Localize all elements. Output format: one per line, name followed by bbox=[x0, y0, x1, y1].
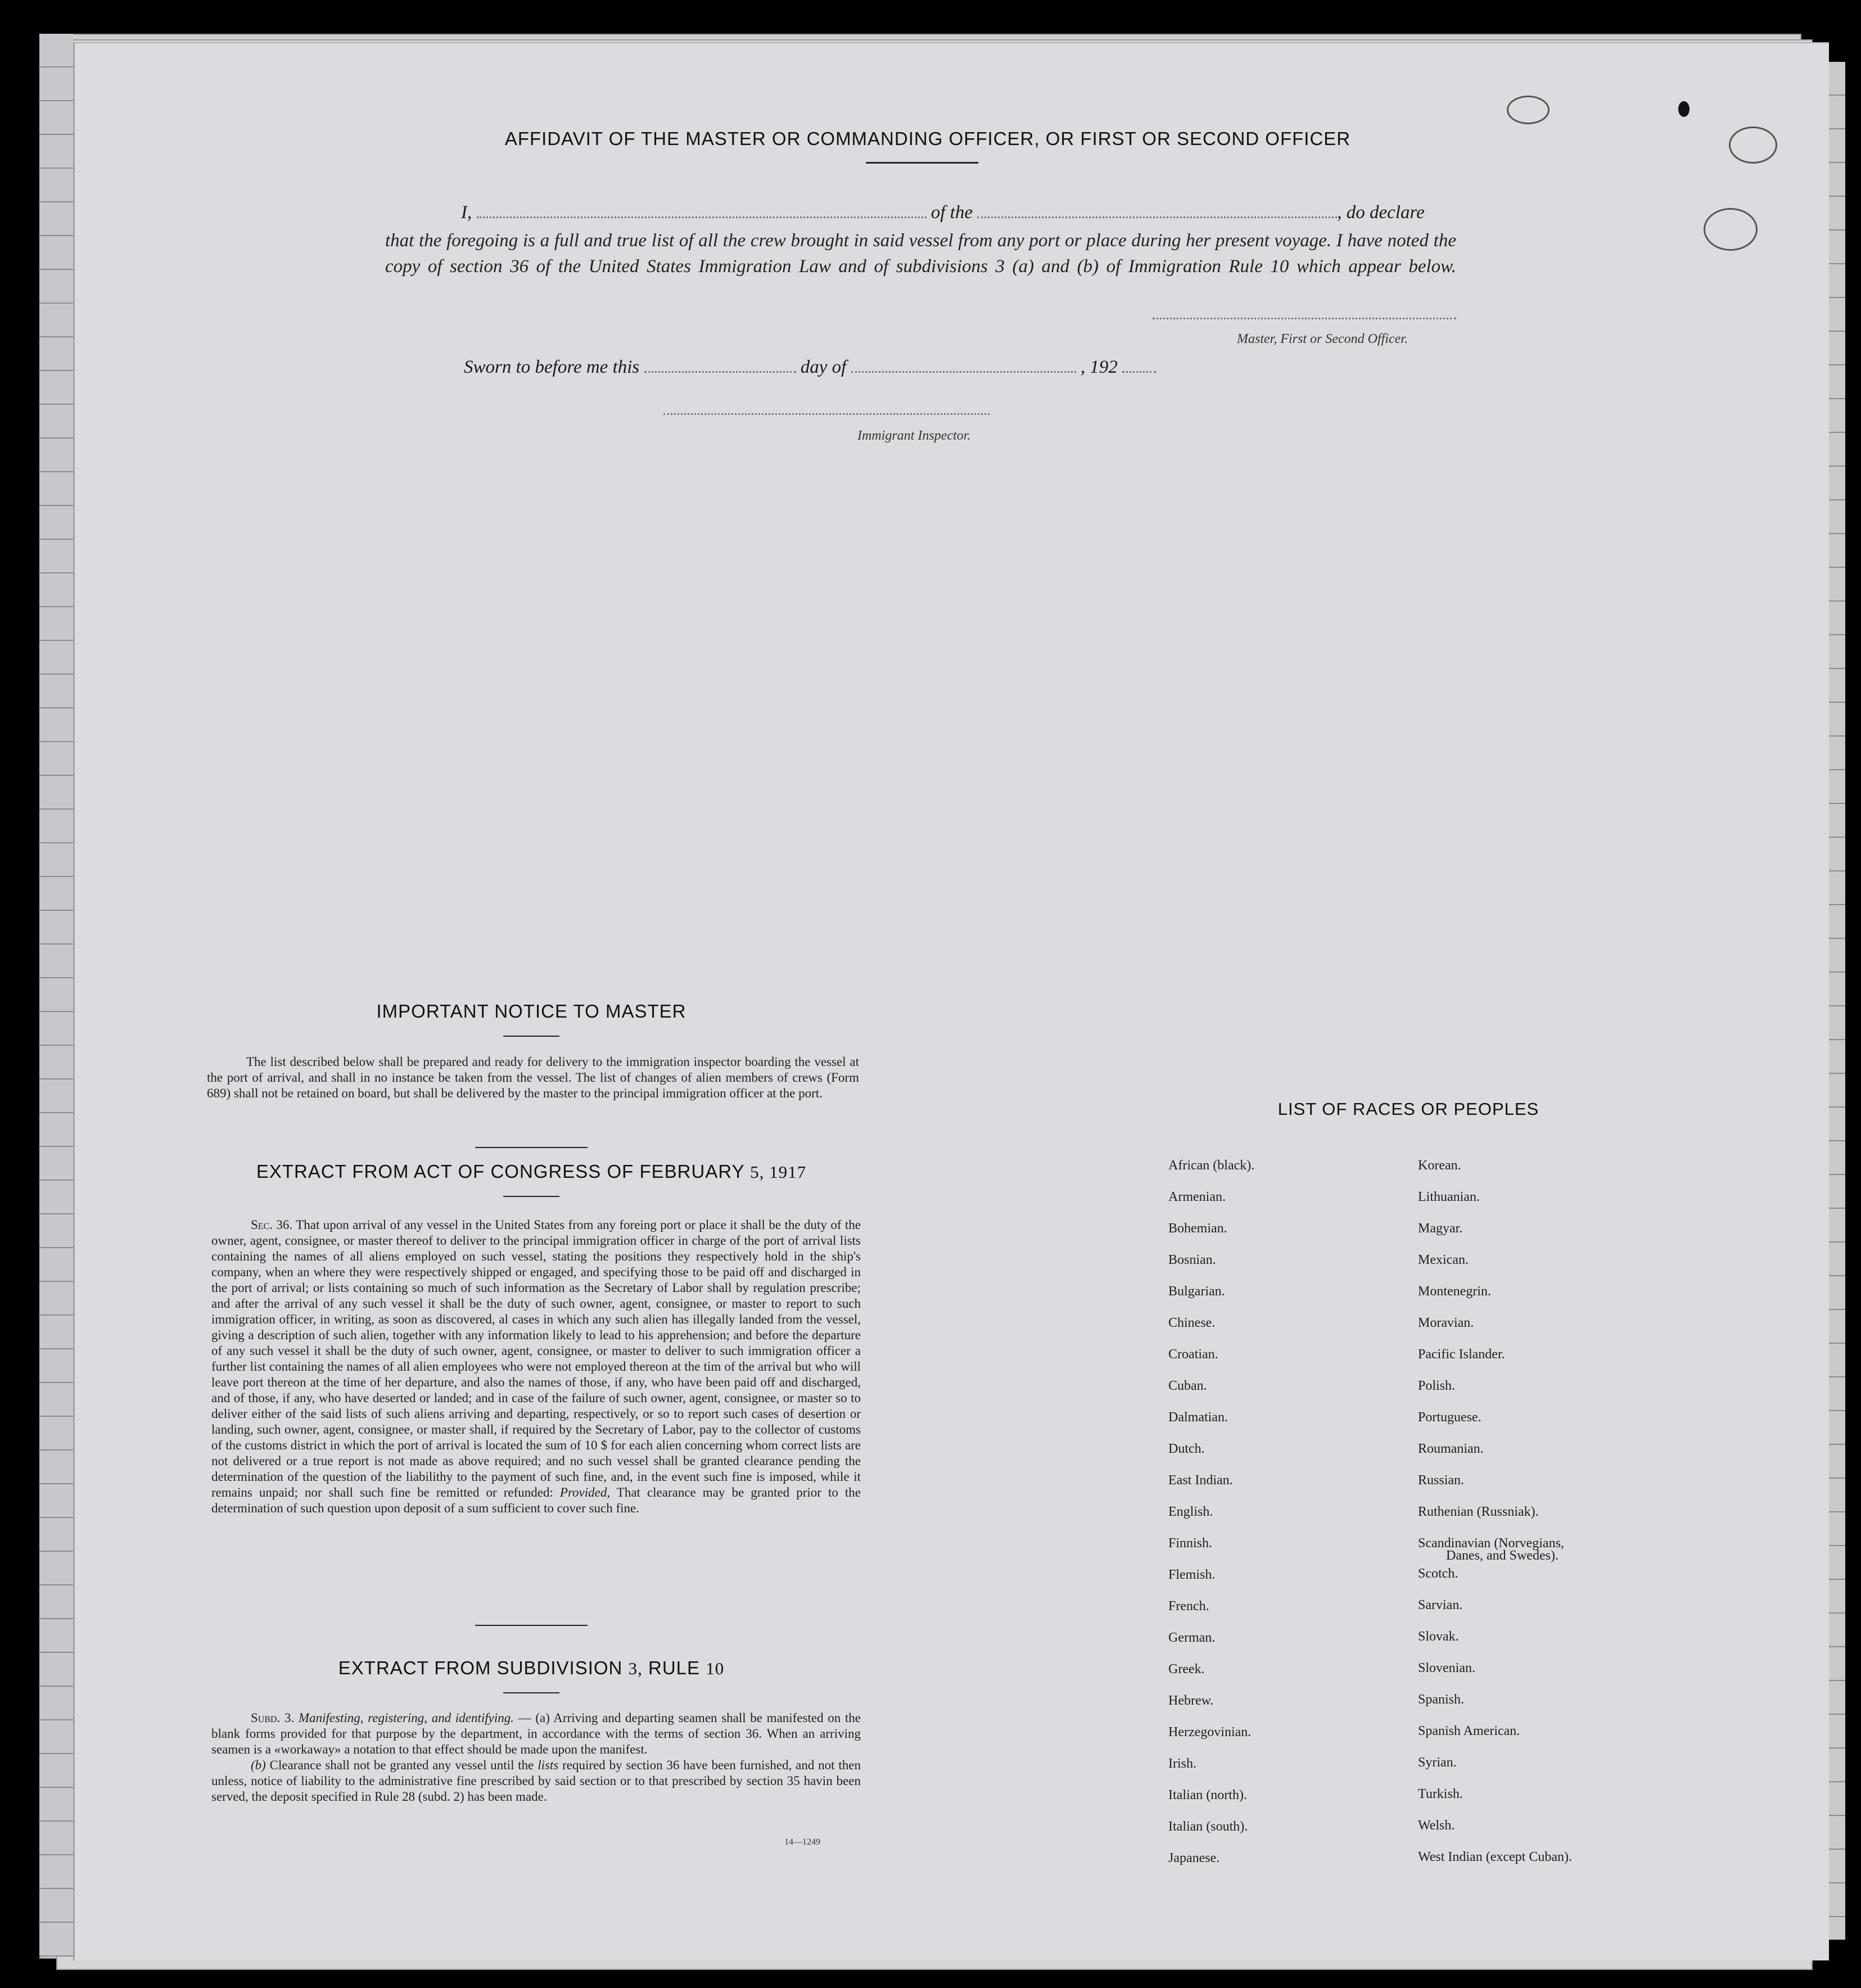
section-divider-2 bbox=[475, 1625, 588, 1626]
affidavit-line1 bbox=[461, 202, 1425, 223]
rule-title-main: EXTRACT FROM SUBDIVISION bbox=[338, 1657, 623, 1678]
race-item: Scandinavian (Norvegians, bbox=[1418, 1536, 1564, 1551]
rule-title-rule: RULE bbox=[648, 1657, 701, 1678]
race-item: Italian (south). bbox=[1168, 1819, 1248, 1834]
race-item: Scotch. bbox=[1418, 1566, 1458, 1581]
stain-mark bbox=[1729, 126, 1777, 164]
rule-para-a bbox=[211, 1710, 861, 1757]
race-item: Italian (north). bbox=[1168, 1788, 1247, 1802]
race-item: Slovenian. bbox=[1418, 1661, 1475, 1675]
act-title-main: EXTRACT FROM ACT OF CONGRESS OF FEBRUARY bbox=[256, 1161, 744, 1182]
race-item: Armenian. bbox=[1168, 1190, 1226, 1204]
race-item: German. bbox=[1168, 1630, 1216, 1645]
act-title-date: 5, 1917 bbox=[750, 1162, 807, 1182]
signature-label: Master, First or Second Officer. bbox=[1237, 332, 1408, 346]
stain-mark bbox=[1507, 96, 1550, 124]
sworn-line bbox=[464, 357, 1156, 378]
race-item: Polish. bbox=[1418, 1379, 1456, 1393]
race-item: Moravian. bbox=[1418, 1316, 1474, 1330]
notice-underline bbox=[503, 1036, 559, 1037]
race-item: Russian. bbox=[1418, 1473, 1465, 1488]
day-of-label: day of bbox=[800, 357, 847, 377]
race-item: Mexican. bbox=[1418, 1253, 1469, 1267]
inspector-label: Immigrant Inspector. bbox=[857, 428, 971, 443]
race-item: Dutch. bbox=[1168, 1442, 1205, 1456]
race-item: Spanish. bbox=[1418, 1692, 1465, 1707]
para-b-text-2: required by section 36 have been furnished, and not then unless, notice of liability to the administrative fine prescribed by said section or to that prescribed by section 35 havin been served, the deposit specified in Rule 28 (subd. 2) has been made. bbox=[211, 1758, 861, 1804]
race-item: Cuban. bbox=[1168, 1379, 1207, 1393]
race-item: Welsh. bbox=[1418, 1818, 1455, 1833]
name-blank[interactable] bbox=[477, 216, 927, 218]
i-label: I, bbox=[461, 202, 472, 223]
rule-underline bbox=[503, 1692, 559, 1693]
race-item: African (black). bbox=[1168, 1158, 1255, 1173]
race-item: Roumanian. bbox=[1418, 1442, 1484, 1456]
race-item: Finnish. bbox=[1168, 1536, 1213, 1551]
act-text bbox=[211, 1217, 861, 1516]
act-body-end: That clearance may be granted prior to the determination of such question upon deposit of a sum sufficient to cover such fine. bbox=[211, 1485, 861, 1515]
day-blank[interactable] bbox=[644, 371, 796, 373]
race-item: Bohemian. bbox=[1168, 1221, 1227, 1236]
para-b-lists: lists bbox=[537, 1758, 559, 1772]
race-item: Lithuanian. bbox=[1418, 1190, 1480, 1204]
rule-para-b bbox=[211, 1757, 861, 1805]
inspector-signature-line[interactable] bbox=[663, 413, 990, 415]
stain-mark bbox=[1704, 208, 1758, 251]
affidavit-title: AFFIDAVIT OF THE MASTER OR COMMANDING OFFICER, OR FIRST OR SECOND OFFICER bbox=[504, 128, 1351, 149]
act-title bbox=[208, 1161, 855, 1182]
race-item: Dalmatian. bbox=[1168, 1410, 1228, 1425]
race-item: Japanese. bbox=[1168, 1851, 1220, 1865]
race-item: Bosnian. bbox=[1168, 1253, 1216, 1267]
sworn-prefix: Sworn to before me this bbox=[464, 357, 640, 377]
title-underline bbox=[866, 162, 978, 164]
form-code: 14—1249 bbox=[784, 1837, 820, 1847]
race-item: Magyar. bbox=[1418, 1221, 1463, 1236]
provided-label: Provided, bbox=[559, 1485, 611, 1499]
race-item: Ruthenian (Russniak). bbox=[1418, 1504, 1539, 1519]
races-left-column bbox=[1168, 1150, 1254, 1874]
sec-label: Sec. 36. bbox=[251, 1218, 293, 1232]
signature-line[interactable] bbox=[1153, 318, 1456, 319]
race-item: Syrian. bbox=[1418, 1755, 1457, 1770]
subd-label: Subd. 3. bbox=[251, 1711, 295, 1725]
races-title: LIST OF RACES OR PEOPLES bbox=[1277, 1099, 1539, 1119]
race-item: Bulgarian. bbox=[1168, 1284, 1225, 1299]
section-divider bbox=[475, 1147, 588, 1148]
race-item: Spanish American. bbox=[1418, 1724, 1520, 1738]
year-blank[interactable] bbox=[1122, 371, 1156, 373]
rule-title-num: 3, bbox=[628, 1659, 643, 1678]
race-item: Danes, and Swedes). bbox=[1446, 1548, 1559, 1563]
race-item: Chinese. bbox=[1168, 1316, 1216, 1330]
rule-title-rule-num: 10 bbox=[706, 1659, 725, 1678]
race-item: English. bbox=[1168, 1504, 1213, 1519]
act-paragraph bbox=[211, 1217, 861, 1516]
races-right-column bbox=[1418, 1150, 1572, 1873]
month-blank[interactable] bbox=[851, 371, 1076, 373]
year-label: , 192 bbox=[1080, 357, 1118, 377]
race-item: Korean. bbox=[1418, 1158, 1461, 1173]
race-item: Pacific Islander. bbox=[1418, 1347, 1505, 1362]
race-item: Greek. bbox=[1168, 1662, 1205, 1677]
race-item: Turkish. bbox=[1418, 1787, 1463, 1801]
para-b-text-1: Clearance shall not be granted any vessel until the bbox=[269, 1758, 534, 1772]
notice-paragraph: The list described below shall be prepared and ready for delivery to the immigration inspector boarding the vessel at the port of arrival, and shall in no instance be taken from the vessel. The list of changes of alien members of crews (Form 689) shall not be retained on board, but shall be delivered by the master to the principal immigration officer at the port. bbox=[207, 1055, 859, 1100]
race-item: East Indian. bbox=[1168, 1473, 1233, 1488]
race-item: Slovak. bbox=[1418, 1629, 1459, 1644]
affidavit-body: that the foregoing is a full and true list of all the crew brought in said vessel from any port or place during her present voyage. I have noted the copy of section 36 of the United States Immigration Law and of subdivisions 3 (a) and (b) of Immigration Rule 10 which appear below. bbox=[385, 231, 1456, 277]
race-item: Croatian. bbox=[1168, 1347, 1218, 1362]
race-item: Hebrew. bbox=[1168, 1693, 1214, 1708]
act-body: That upon arrival of any vessel in the United States from any foreing port or place it shall be the duty of the owner, agent, consignee, or master thereof to deliver to the principal immigration officer in charge of the port of arrival lists containing the names of all aliens employed on such vessel, stating the positions they respectively hold in the ship's company, when an where they were respectively shipped or engaged, and specifying those to be paid off and discharged in the port of arrival; or lists containing so much of such information as the Secretary of Labor shall by regulation prescribe; and after the arrival of any such vessel it shall be the duty of such owner, agent, consignee, or master to report to such immigration officer, in writing, as soon as discovered, al cases in which any such alien has illegally landed from the vessel, giving a description of such alien, together with any information likely to lead to his apprehension; and before the departure of any such vessel it shall be the duty of such owner, agent, consignee, or master to deliver to such immigration officer a further list containing the names of all alien employees who were not employed thereon at the tim of the arrival but who will leave port thereon at the time of her departure, and also the names of those, if any, who have been paid off and discharged, and of those, if any, who have deserted or landed; and in case of the failure of such owner, agent, consignee, or master so to deliver either of the said lists of such aliens arriving and departing, respectively, or so to report such cases of desertion or landing, such owner, agent, consignee, or master shall, if required by the Secretary of Labor, pay to the collector of customs of the customs district in which the port of arrival is located the sum of 10 $ for each alien concerning whom correct lists are not delivered or a true report is not made as above required; and no such vessel shall be granted clearance pending the determination of the question of the liabilithy to the payment of such fine, and, in the event such fine is imposed, while it remains unpaid; nor shall such fine be remitted or refunded: bbox=[211, 1218, 861, 1499]
subd-heading: Manifesting, registering, and identifying. bbox=[298, 1711, 514, 1725]
notice-title: IMPORTANT NOTICE TO MASTER bbox=[376, 1001, 686, 1022]
race-item: Flemish. bbox=[1168, 1567, 1216, 1582]
vessel-blank[interactable] bbox=[977, 216, 1337, 218]
rule-title bbox=[208, 1657, 855, 1679]
act-underline bbox=[503, 1196, 559, 1197]
race-item: Portuguese. bbox=[1418, 1410, 1481, 1425]
para-b-label: (b) bbox=[251, 1758, 266, 1772]
race-item: Sarvian. bbox=[1418, 1598, 1463, 1612]
race-item: Montenegrin. bbox=[1418, 1284, 1491, 1299]
para-a-text: Arriving and departing seamen shall be manifested on the blank forms provided for that purpose by the department, in accordance with the terms of section 36. When an arriving seamen is a «workaway» a notation to that effect should be made upon the manifest. bbox=[211, 1711, 861, 1756]
ledger-strip-left bbox=[39, 34, 73, 1957]
race-item: West Indian (except Cuban). bbox=[1418, 1850, 1572, 1864]
declare-label: , do declare bbox=[1337, 202, 1425, 223]
rule-text bbox=[211, 1710, 861, 1805]
race-item: Herzegovinian. bbox=[1168, 1725, 1252, 1740]
para-a-label: — (a) bbox=[518, 1711, 550, 1725]
notice-text bbox=[207, 1054, 859, 1101]
ink-spot bbox=[1678, 101, 1690, 117]
race-item: French. bbox=[1168, 1599, 1209, 1614]
of-the-label: of the bbox=[930, 202, 973, 223]
race-item: Irish. bbox=[1168, 1756, 1196, 1771]
